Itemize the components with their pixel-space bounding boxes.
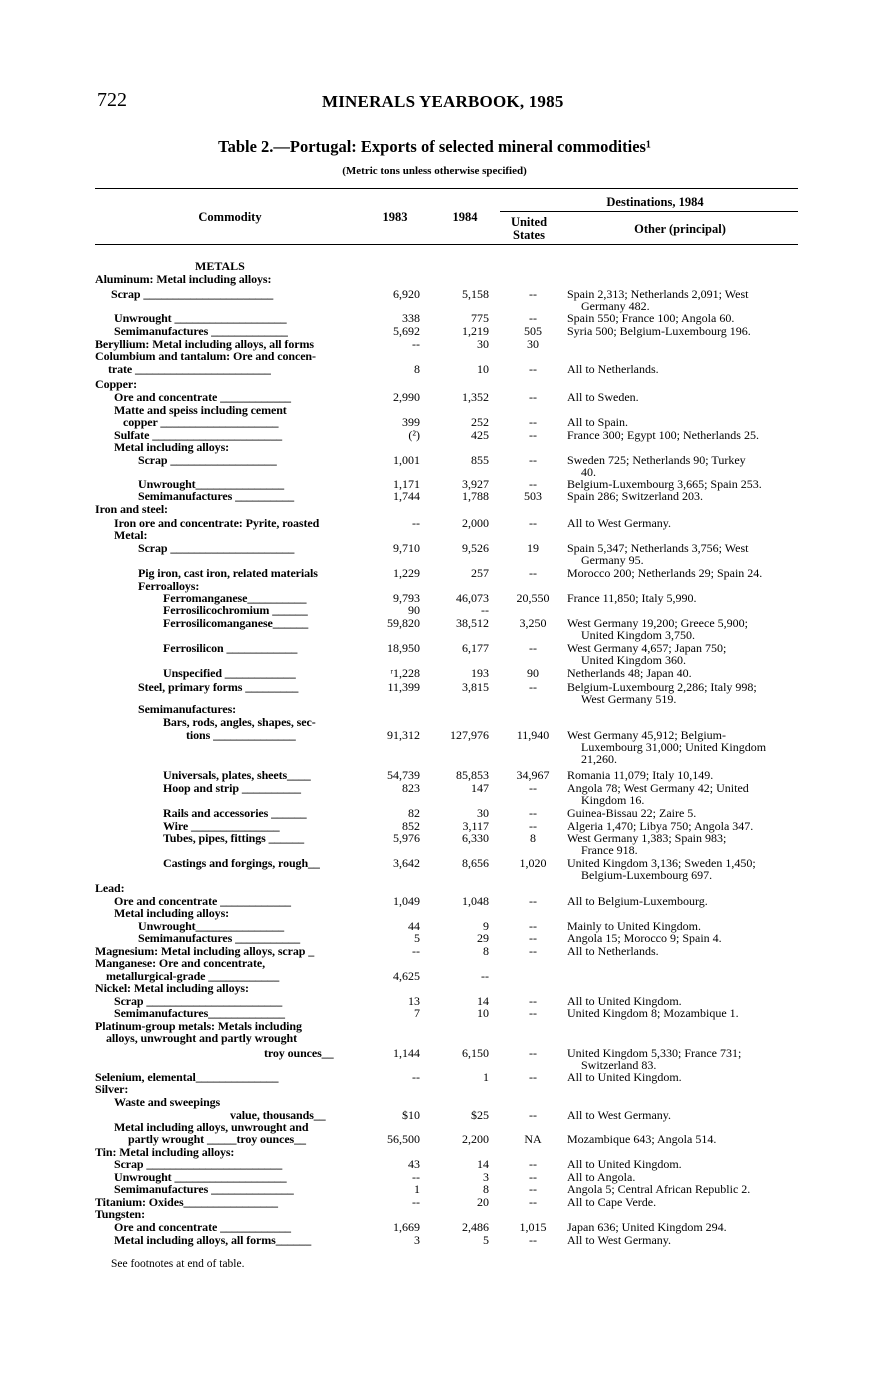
commodity-cell: Tin: Metal including alloys: xyxy=(95,1145,235,1159)
value-1983-cell: 1,001 xyxy=(393,453,420,467)
value-1984-cell: 8 xyxy=(483,944,489,958)
table-row xyxy=(0,680,869,706)
commodity-cell: Unspecified ____________ xyxy=(163,666,296,680)
other-destinations-cell: Japan 636; United Kingdom 294. xyxy=(567,1220,727,1234)
value-1984-cell: 1,352 xyxy=(462,390,489,404)
value-1984-cell: 3,117 xyxy=(462,819,489,833)
other-destinations-continuation: United Kingdom 360. xyxy=(581,653,686,667)
value-1984-cell: 252 xyxy=(471,415,489,429)
table-row xyxy=(0,1234,869,1247)
value-1984-cell: 14 xyxy=(477,994,489,1008)
commodity-cell: Ferroalloys: xyxy=(138,579,200,593)
other-destinations-cell: Algeria 1,470; Libya 750; Angola 347. xyxy=(567,819,754,833)
other-destinations-continuation: Switzerland 83. xyxy=(581,1058,657,1072)
value-1983-cell: 54,739 xyxy=(387,768,420,782)
table-row xyxy=(0,1032,869,1045)
us-destination-cell: -- xyxy=(529,390,537,404)
value-1984-cell: 1 xyxy=(483,1070,489,1084)
value-1984-cell: -- xyxy=(481,603,489,617)
commodity-cell: Matte and speiss including cement xyxy=(114,403,287,417)
value-1983-cell: 823 xyxy=(402,781,420,795)
value-1983-cell: 6,920 xyxy=(393,287,420,301)
other-destinations-cell: France 11,850; Italy 5,990. xyxy=(567,591,697,605)
value-1983-cell: 9,793 xyxy=(393,591,420,605)
other-destinations-continuation: 21,260. xyxy=(581,752,617,766)
us-destination-cell: -- xyxy=(529,477,537,491)
value-1983-cell: 5,976 xyxy=(393,831,420,845)
commodity-cell: Ore and concentrate ____________ xyxy=(114,894,291,908)
value-1983-cell: 13 xyxy=(408,994,420,1008)
value-1984-cell: 1,048 xyxy=(462,894,489,908)
other-destinations-continuation: Kingdom 16. xyxy=(581,793,645,807)
other-destinations-cell: United Kingdom 3,136; Sweden 1,450; xyxy=(567,856,756,870)
value-1984-cell: 29 xyxy=(477,931,489,945)
other-destinations-cell: West Germany 4,657; Japan 750; xyxy=(567,641,727,655)
us-destination-cell: -- xyxy=(529,415,537,429)
value-1984-cell: 9,526 xyxy=(462,541,489,555)
value-1983-cell: 9,710 xyxy=(393,541,420,555)
us-destination-cell: -- xyxy=(529,944,537,958)
section-metals: METALS xyxy=(195,259,245,273)
commodity-cell: Ferrosilicon ____________ xyxy=(163,641,298,655)
us-destination-cell: 11,940 xyxy=(516,728,550,742)
value-1983-cell: ʳ1,228 xyxy=(390,666,420,680)
commodity-cell: Tubes, pipes, fittings ______ xyxy=(163,831,305,845)
commodity-cell: Unwrought_______________ xyxy=(138,919,285,933)
us-destination-cell: -- xyxy=(529,428,537,442)
other-destinations-cell: Mainly to United Kingdom. xyxy=(567,919,701,933)
header-united-states: United States xyxy=(510,215,548,242)
value-1984-cell: 38,512 xyxy=(456,616,489,630)
value-1983-cell: 91,312 xyxy=(387,728,420,742)
table-row xyxy=(0,641,869,667)
value-1983-cell: 3 xyxy=(414,1233,420,1247)
us-destination-cell: 1,020 xyxy=(519,856,547,870)
table-row xyxy=(0,287,869,313)
value-1983-cell: -- xyxy=(412,516,420,530)
table-row xyxy=(0,907,869,920)
value-1984-cell: 1,788 xyxy=(462,489,489,503)
other-destinations-continuation: Germany 482. xyxy=(581,299,650,313)
us-destination-cell: 3,250 xyxy=(519,616,547,630)
commodity-cell: partly wrought _____troy ounces__ xyxy=(128,1132,306,1146)
value-1983-cell: 1 xyxy=(414,1182,420,1196)
us-destination-cell: NA xyxy=(524,1132,542,1146)
value-1983-cell: 1,049 xyxy=(393,894,420,908)
us-destination-cell: -- xyxy=(529,781,537,795)
commodity-cell: Semimanufactures _____________ xyxy=(114,324,288,338)
other-destinations-cell: United Kingdom 8; Mozambique 1. xyxy=(567,1006,739,1020)
commodity-cell: Iron ore and concentrate: Pyrite, roasted xyxy=(114,516,320,530)
other-destinations-cell: Sweden 725; Netherlands 90; Turkey xyxy=(567,453,746,467)
other-destinations-cell: Romania 11,079; Italy 10,149. xyxy=(567,768,714,782)
value-1983-cell: 59,820 xyxy=(387,616,420,630)
commodity-cell: Scrap _______________________ xyxy=(114,994,283,1008)
value-1984-cell: 85,853 xyxy=(456,768,489,782)
other-destinations-cell: Belgium-Luxembourg 3,665; Spain 253. xyxy=(567,477,762,491)
other-destinations-continuation: United Kingdom 3,750. xyxy=(581,628,695,642)
us-destination-cell: 20,550 xyxy=(516,591,550,605)
header-1984: 1984 xyxy=(452,210,478,224)
value-1984-cell: -- xyxy=(481,969,489,983)
footnote: See footnotes at end of table. xyxy=(111,1258,245,1270)
commodity-cell: Universals, plates, sheets____ xyxy=(163,768,311,782)
header-bottom-rule xyxy=(95,244,798,245)
us-destination-cell: -- xyxy=(529,819,537,833)
other-destinations-continuation: 40. xyxy=(581,465,596,479)
commodity-cell: Ore and concentrate ____________ xyxy=(114,1220,291,1234)
other-destinations-cell: United Kingdom 5,330; France 731; xyxy=(567,1046,742,1060)
us-destination-cell: 503 xyxy=(524,489,542,503)
value-1984-cell: 855 xyxy=(471,453,489,467)
value-1983-cell: 56,500 xyxy=(387,1132,420,1146)
commodity-cell: Semimanufactures ___________ xyxy=(138,931,300,945)
commodity-cell: Iron and steel: xyxy=(95,502,168,516)
value-1984-cell: 9 xyxy=(483,919,489,933)
us-destination-cell: -- xyxy=(529,894,537,908)
commodity-cell: copper ____________________ xyxy=(123,415,279,429)
value-1983-cell: 1,171 xyxy=(393,477,420,491)
value-1983-cell: 2,990 xyxy=(393,390,420,404)
value-1983-cell: 18,950 xyxy=(387,641,420,655)
table-row xyxy=(0,856,869,882)
other-destinations-cell: Angola 78; West Germany 42; United xyxy=(567,781,749,795)
other-destinations-cell: Morocco 200; Netherlands 29; Spain 24. xyxy=(567,566,763,580)
other-destinations-cell: West Germany 19,200; Greece 5,900; xyxy=(567,616,748,630)
commodity-cell: Beryllium: Metal including alloys, all forms xyxy=(95,337,314,351)
value-1983-cell: 5 xyxy=(414,931,420,945)
commodity-cell: Pig iron, cast iron, related materials xyxy=(138,566,318,580)
table-row xyxy=(0,503,869,516)
commodity-cell: Unwrought ___________________ xyxy=(114,1170,287,1184)
value-1984-cell: 46,073 xyxy=(456,591,489,605)
commodity-cell: Selenium, elemental______________ xyxy=(95,1070,279,1084)
other-destinations-cell: All to Netherlands. xyxy=(567,362,659,376)
commodity-cell: alloys, unwrought and partly wrought xyxy=(106,1031,298,1045)
value-1983-cell: 5,692 xyxy=(393,324,420,338)
commodity-cell: Castings and forgings, rough__ xyxy=(163,856,320,870)
commodity-cell: Platinum-group metals: Metals including xyxy=(95,1019,302,1033)
value-1984-cell: 30 xyxy=(477,337,489,351)
commodity-cell: Ferrosilicomanganese______ xyxy=(163,616,309,630)
value-1983-cell: 44 xyxy=(408,919,420,933)
us-destination-cell: -- xyxy=(529,1157,537,1171)
value-1984-cell: 8,656 xyxy=(462,856,489,870)
us-destination-cell: 34,967 xyxy=(516,768,550,782)
other-destinations-cell: All to Sweden. xyxy=(567,390,639,404)
us-destination-cell: -- xyxy=(529,362,537,376)
value-1984-cell: 14 xyxy=(477,1157,489,1171)
other-destinations-cell: All to Angola. xyxy=(567,1170,636,1184)
other-destinations-cell: All to United Kingdom. xyxy=(567,1157,682,1171)
other-destinations-cell: All to Belgium-Luxembourg. xyxy=(567,894,708,908)
us-destination-cell: -- xyxy=(529,1006,537,1020)
other-destinations-cell: Guinea-Bissau 22; Zaire 5. xyxy=(567,806,697,820)
table-row xyxy=(0,716,869,729)
commodity-cell: Columbium and tantalum: Ore and concen- xyxy=(95,349,316,363)
value-1984-cell: 3,927 xyxy=(462,477,489,491)
value-1983-cell: -- xyxy=(412,1170,420,1184)
commodity-cell: Lead: xyxy=(95,881,125,895)
commodity-cell: Metal including alloys: xyxy=(114,906,230,920)
value-1983-cell: -- xyxy=(412,1070,420,1084)
commodity-cell: Tungsten: xyxy=(95,1207,146,1221)
commodity-cell: Metal including alloys: xyxy=(114,440,230,454)
other-destinations-cell: Angola 5; Central African Republic 2. xyxy=(567,1182,751,1196)
other-destinations-cell: Spain 5,347; Netherlands 3,756; West xyxy=(567,541,749,555)
us-destination-cell: 19 xyxy=(527,541,539,555)
commodity-cell: Metal including alloys, unwrought and xyxy=(114,1120,309,1134)
value-1983-cell: -- xyxy=(412,944,420,958)
us-destination-cell: -- xyxy=(529,287,537,301)
table-row xyxy=(0,667,869,680)
table-title: Table 2.—Portugal: Exports of selected mineral commodities¹ xyxy=(218,137,651,156)
commodity-cell: trate _______________________ xyxy=(108,362,271,376)
header-commodity: Commodity xyxy=(198,210,262,224)
value-1984-cell: 1,219 xyxy=(462,324,489,338)
us-destination-cell: -- xyxy=(529,1108,537,1122)
value-1983-cell: 90 xyxy=(408,603,420,617)
us-destination-cell: 30 xyxy=(527,337,539,351)
us-destination-cell: -- xyxy=(529,641,537,655)
value-1983-cell: 82 xyxy=(408,806,420,820)
value-1984-cell: 775 xyxy=(471,311,489,325)
other-destinations-continuation: West Germany 519. xyxy=(581,692,677,706)
other-destinations-cell: Angola 15; Morocco 9; Spain 4. xyxy=(567,931,722,945)
us-destination-cell: -- xyxy=(529,1182,537,1196)
value-1984-cell: 10 xyxy=(477,1006,489,1020)
us-destination-cell: -- xyxy=(529,931,537,945)
header-destinations: Destinations, 1984 xyxy=(606,195,704,209)
value-1983-cell: 7 xyxy=(414,1006,420,1020)
commodity-cell: metallurgical-grade ____________ xyxy=(106,969,280,983)
table-row xyxy=(0,616,869,642)
other-destinations-cell: All to West Germany. xyxy=(567,1233,672,1247)
value-1984-cell: 193 xyxy=(471,666,489,680)
table-row xyxy=(0,541,869,567)
value-1983-cell: 852 xyxy=(402,819,420,833)
us-destination-cell: -- xyxy=(529,516,537,530)
value-1984-cell: 127,976 xyxy=(450,728,489,742)
other-destinations-cell: Mozambique 643; Angola 514. xyxy=(567,1132,717,1146)
header-other-principal: Other (principal) xyxy=(634,222,726,236)
commodity-cell: Metal including alloys, all forms______ xyxy=(114,1233,312,1247)
commodity-cell: Scrap ______________________ xyxy=(111,287,274,301)
header-1983: 1983 xyxy=(382,210,408,224)
commodity-cell: Sulfate ______________________ xyxy=(114,428,283,442)
table-row xyxy=(0,273,869,286)
running-head: MINERALS YEARBOOK, 1985 xyxy=(322,92,564,111)
table-row xyxy=(0,567,869,580)
us-destination-cell: -- xyxy=(529,919,537,933)
commodity-cell: Magnesium: Metal including alloys, scrap _ xyxy=(95,944,315,958)
commodity-cell: Bars, rods, angles, shapes, sec- xyxy=(163,715,316,729)
value-1983-cell: 1,669 xyxy=(393,1220,420,1234)
value-1984-cell: 8 xyxy=(483,1182,489,1196)
us-destination-cell: -- xyxy=(529,806,537,820)
value-1983-cell: 4,625 xyxy=(393,969,420,983)
commodity-cell: Steel, primary forms _________ xyxy=(138,680,299,694)
other-destinations-continuation: France 918. xyxy=(581,843,638,857)
value-1984-cell: 20 xyxy=(477,1195,489,1209)
other-destinations-cell: All to Netherlands. xyxy=(567,944,659,958)
value-1983-cell: -- xyxy=(412,1195,420,1209)
commodity-cell: Titanium: Oxides________________ xyxy=(95,1195,278,1209)
value-1983-cell: 338 xyxy=(402,311,420,325)
value-1983-cell: 1,144 xyxy=(393,1046,420,1060)
other-destinations-cell: All to Cape Verde. xyxy=(567,1195,657,1209)
value-1984-cell: 5,158 xyxy=(462,287,489,301)
value-1984-cell: 6,150 xyxy=(462,1046,489,1060)
value-1984-cell: 147 xyxy=(471,781,489,795)
table-row xyxy=(0,363,869,376)
us-destination-cell: 90 xyxy=(527,666,539,680)
table-row xyxy=(0,1046,869,1072)
value-1984-cell: 3,815 xyxy=(462,680,489,694)
commodity-cell: Semimanufactures __________ xyxy=(138,489,295,503)
commodity-cell: Scrap _______________________ xyxy=(114,1157,283,1171)
commodity-cell: Ferromanganese__________ xyxy=(163,591,307,605)
other-destinations-cell: All to West Germany. xyxy=(567,516,672,530)
other-destinations-cell: West Germany 45,912; Belgium- xyxy=(567,728,727,742)
value-1984-cell: 5 xyxy=(483,1233,489,1247)
destinations-rule xyxy=(500,211,798,212)
value-1984-cell: 30 xyxy=(477,806,489,820)
us-destination-cell: -- xyxy=(529,453,537,467)
commodity-cell: Semimanufactures: xyxy=(138,702,237,716)
value-1984-cell: 2,200 xyxy=(462,1132,489,1146)
other-destinations-cell: All to Spain. xyxy=(567,415,629,429)
commodity-cell: Manganese: Ore and concentrate, xyxy=(95,956,265,970)
commodity-cell: Aluminum: Metal including alloys: xyxy=(95,272,272,286)
table-row xyxy=(0,453,869,479)
value-1984-cell: 2,486 xyxy=(462,1220,489,1234)
table-row xyxy=(0,831,869,857)
value-1983-cell: 11,399 xyxy=(387,680,420,694)
other-destinations-cell: All to West Germany. xyxy=(567,1108,672,1122)
value-1984-cell: 6,330 xyxy=(462,831,489,845)
other-destinations-cell: West Germany 1,383; Spain 983; xyxy=(567,831,727,845)
commodity-cell: Copper: xyxy=(95,377,137,391)
value-1983-cell: 399 xyxy=(402,415,420,429)
commodity-cell: Waste and sweepings xyxy=(114,1095,221,1109)
table-row xyxy=(0,728,869,766)
commodity-cell: Nickel: Metal including alloys: xyxy=(95,981,249,995)
us-destination-cell: -- xyxy=(529,1170,537,1184)
other-destinations-cell: Spain 286; Switzerland 203. xyxy=(567,489,703,503)
other-destinations-continuation: Belgium-Luxembourg 697. xyxy=(581,868,713,882)
us-destination-cell: -- xyxy=(529,311,537,325)
us-destination-cell: 1,015 xyxy=(519,1220,547,1234)
commodity-cell: Semimanufactures ______________ xyxy=(114,1182,294,1196)
other-destinations-continuation: Luxembourg 31,000; United Kingdom xyxy=(581,740,767,754)
table-row xyxy=(0,1096,869,1109)
commodity-cell: Ore and concentrate ____________ xyxy=(114,390,291,404)
value-1983-cell: 1,229 xyxy=(393,566,420,580)
other-destinations-continuation: Germany 95. xyxy=(581,553,644,567)
value-1983-cell: (²) xyxy=(408,428,420,442)
other-destinations-cell: France 300; Egypt 100; Netherlands 25. xyxy=(567,428,759,442)
other-destinations-cell: All to United Kingdom. xyxy=(567,1070,682,1084)
commodity-cell: troy ounces__ xyxy=(264,1046,334,1060)
other-destinations-cell: Spain 550; France 100; Angola 60. xyxy=(567,311,735,325)
us-destination-cell: -- xyxy=(529,1233,537,1247)
other-destinations-cell: Netherlands 48; Japan 40. xyxy=(567,666,692,680)
value-1984-cell: $25 xyxy=(471,1108,489,1122)
us-destination-cell: -- xyxy=(529,994,537,1008)
value-1984-cell: 257 xyxy=(471,566,489,580)
value-1984-cell: 3 xyxy=(483,1170,489,1184)
commodity-cell: Metal: xyxy=(114,528,148,542)
us-destination-cell: -- xyxy=(529,1070,537,1084)
commodity-cell: Rails and accessories ______ xyxy=(163,806,307,820)
table-top-rule xyxy=(95,188,798,189)
other-destinations-cell: All to United Kingdom. xyxy=(567,994,682,1008)
value-1983-cell: 3,642 xyxy=(393,856,420,870)
us-destination-cell: -- xyxy=(529,1046,537,1060)
table-subtitle: (Metric tons unless otherwise specified) xyxy=(342,165,527,177)
value-1983-cell: 8 xyxy=(414,362,420,376)
commodity-cell: Ferrosilicochromium ______ xyxy=(163,603,308,617)
us-destination-cell: 505 xyxy=(524,324,542,338)
commodity-cell: Scrap __________________ xyxy=(138,453,277,467)
commodity-cell: Wire _______________ xyxy=(163,819,280,833)
other-destinations-cell: Spain 2,313; Netherlands 2,091; West xyxy=(567,287,749,301)
commodity-cell: Hoop and strip __________ xyxy=(163,781,301,795)
other-destinations-cell: Belgium-Luxembourg 2,286; Italy 998; xyxy=(567,680,757,694)
table-row xyxy=(0,781,869,807)
commodity-cell: Unwrought ___________________ xyxy=(114,311,287,325)
commodity-cell: Unwrought_______________ xyxy=(138,477,285,491)
commodity-cell: tions ______________ xyxy=(186,728,296,742)
commodity-cell: Scrap _____________________ xyxy=(138,541,295,555)
value-1984-cell: 6,177 xyxy=(462,641,489,655)
other-destinations-cell: Syria 500; Belgium-Luxembourg 196. xyxy=(567,324,751,338)
us-destination-cell: -- xyxy=(529,1195,537,1209)
value-1984-cell: 10 xyxy=(477,362,489,376)
value-1984-cell: 425 xyxy=(471,428,489,442)
page-number: 722 xyxy=(97,89,127,111)
value-1984-cell: 2,000 xyxy=(462,516,489,530)
value-1983-cell: 1,744 xyxy=(393,489,420,503)
us-destination-cell: 8 xyxy=(530,831,536,845)
value-1983-cell: 43 xyxy=(408,1157,420,1171)
value-1983-cell: -- xyxy=(412,337,420,351)
commodity-cell: Silver: xyxy=(95,1082,129,1096)
us-destination-cell: -- xyxy=(529,566,537,580)
value-1983-cell: $10 xyxy=(402,1108,420,1122)
commodity-cell: value, thousands__ xyxy=(230,1108,326,1122)
commodity-cell: Semimanufactures_____________ xyxy=(114,1006,285,1020)
us-destination-cell: -- xyxy=(529,680,537,694)
table-row xyxy=(0,703,869,716)
